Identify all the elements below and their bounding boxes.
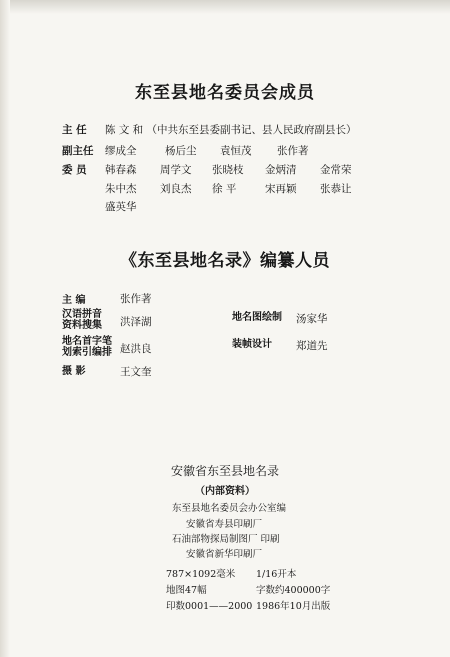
director-role: 主 任 — [62, 124, 87, 136]
committee-title: 东至县地名委员会成员 — [135, 83, 315, 103]
map-label: 地名图绘制 — [232, 312, 282, 323]
spec-print-run: 印数0001——2000 — [166, 601, 253, 612]
compilers-title: 《东至县地名录》编纂人员 — [120, 251, 330, 271]
scan-shadow-top — [0, 0, 450, 14]
publication-subtitle: （内部资料） — [195, 486, 255, 497]
editor-name: 张作著 — [120, 293, 152, 305]
design-name: 郑道先 — [296, 340, 328, 352]
deputy-2: 杨后尘 — [165, 145, 197, 157]
member: 周学文 — [160, 164, 192, 176]
pinyin-label-line2: 资料搜集 — [62, 320, 102, 331]
member: 徐 平 — [212, 183, 237, 195]
design-label: 装帧设计 — [232, 339, 272, 350]
printer-line: 石油部物探局制图厂 印刷 — [172, 534, 280, 545]
publisher-line: 东至县地名委员会办公室编 — [172, 503, 287, 514]
member: 张恭让 — [320, 183, 352, 195]
member: 盛英华 — [105, 201, 137, 213]
deputy-role: 副主任 — [62, 145, 94, 157]
deputy-1: 缪成全 — [105, 145, 137, 157]
spec-format: 787×1092毫米 — [166, 569, 236, 580]
index-label-line2: 划索引编排 — [62, 347, 112, 358]
printer-line: 安徽省新华印刷厂 — [186, 549, 263, 560]
map-name: 汤家华 — [296, 313, 328, 325]
publication-title: 安徽省东至县地名录 — [170, 464, 279, 478]
printer-line: 安徽省寿县印刷厂 — [186, 519, 263, 530]
deputy-4: 张作著 — [277, 145, 309, 157]
pinyin-name: 洪泽湖 — [120, 316, 152, 328]
photo-name: 王文奎 — [120, 366, 152, 378]
spec-words: 字数约400000字 — [256, 585, 331, 596]
member: 刘良杰 — [160, 183, 192, 195]
member: 张晓枝 — [212, 164, 244, 176]
members-role: 委 员 — [62, 164, 87, 176]
spec-maps: 地图47幅 — [166, 585, 207, 596]
member: 金常荣 — [320, 164, 352, 176]
editor-label: 主 编 — [62, 295, 86, 306]
member: 金炳清 — [265, 164, 297, 176]
member: 韩春森 — [105, 164, 137, 176]
director-name: 陈 文 和 （中共东至县委副书记、县人民政府副县长） — [105, 124, 357, 136]
spec-size: 1/16开本 — [256, 569, 297, 580]
photo-label: 摄 影 — [62, 366, 86, 377]
spec-date: 1986年10月出版 — [256, 601, 331, 612]
member: 朱中杰 — [105, 183, 137, 195]
deputy-3: 袁恒茂 — [220, 145, 252, 157]
member: 宋再颖 — [265, 183, 297, 195]
index-name: 赵洪良 — [120, 343, 152, 355]
pinyin-label-line1: 汉语拼音 — [62, 309, 102, 320]
index-label-line1: 地名首字笔 — [62, 336, 112, 347]
